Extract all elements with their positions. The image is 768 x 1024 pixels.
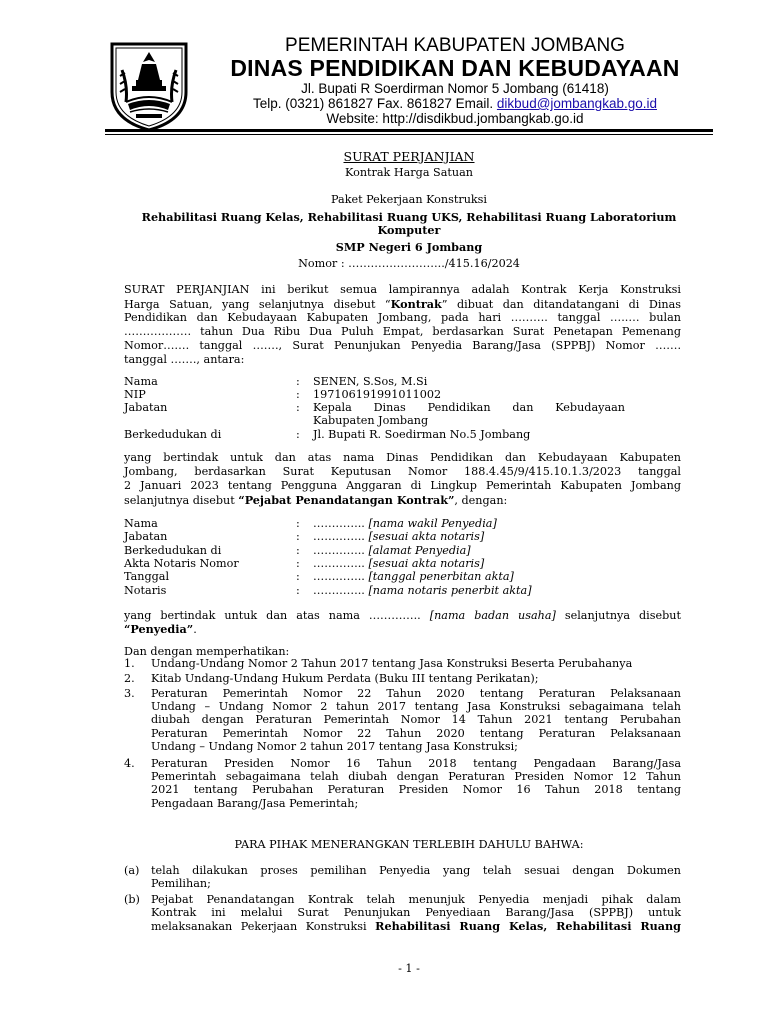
official-domicile-value: Jl. Bupati R. Soedirman No.5 Jombang: [313, 428, 531, 441]
colon: :: [296, 401, 300, 414]
clause-a-line: telah dilakukan proses pemilihan Penyedia yang telah sesuai dengan Dokumen: [151, 864, 681, 877]
clause-b-line: [151, 919, 681, 935]
colon: :: [296, 543, 300, 557]
official-position-value-cont: Kabupaten Jombang: [313, 414, 429, 427]
provider-field-hint: [nama notaris penerbit akta]: [368, 583, 532, 597]
term-penyedia: “Penyedia”: [124, 622, 194, 636]
clause-b-text: melaksanakan Pekerjaan Konstruksi: [151, 920, 376, 933]
colon: :: [296, 583, 300, 597]
considering-item-number: 2.: [124, 672, 135, 685]
considering-item-line: Undang-Undang Nomor 2 Tahun 2017 tentang Jasa Konstruksi Beserta Perubahanya: [151, 657, 633, 670]
provider-field-hint: [tanggal penerbitan akta]: [368, 570, 514, 584]
project-name-line2: Komputer: [377, 223, 441, 237]
considering-item-number: 1.: [124, 657, 135, 670]
considering-item-line: Pemerintah sebagaimana telah diubah dengan Peraturan Presiden Nomor 12 Tahun: [151, 770, 681, 784]
considering-intro: Dan dengan memperhatikan:: [124, 645, 290, 658]
intro-line: Nomor……. tanggal ……., Surat Penunjukan Penyedia Barang/Jasa (SPPBJ) Nomor …….: [124, 339, 681, 352]
office-address: Jl. Bupati R Soerdirman Nomor 5 Jombang (61418): [301, 81, 609, 96]
provider-field-label: Tanggal: [124, 570, 170, 584]
intro-line: SURAT PERJANJIAN ini berikut semua lampirannya adalah Kontrak Kerja Konstruksi: [124, 283, 681, 296]
provider-field-hint: [sesuai akta notaris]: [368, 556, 485, 570]
provider-acting-line: [124, 609, 681, 624]
package-label: Paket Pekerjaan Konstruksi: [331, 193, 487, 206]
official-nip-label: NIP: [124, 388, 146, 401]
considering-item-line: 2021 tentang Perubahan Peraturan Presiden Nomor 16 Tahun 2018 tentang: [151, 783, 681, 797]
colon: :: [296, 375, 300, 388]
official-name-value: SENEN, S.Sos, M.Si: [313, 375, 428, 388]
official-name-label: Nama: [124, 375, 158, 388]
page-number: - 1 -: [398, 962, 420, 975]
clause-b-label: (b): [124, 893, 140, 906]
acting-text: selanjutnya disebut: [124, 494, 239, 507]
document-title: SURAT PERJANJIAN: [343, 149, 475, 164]
provider-field-dots: …………..: [313, 570, 365, 584]
considering-item-number: 4.: [124, 757, 135, 770]
website-line: Website: http://disdikbud.jombangkab.go.id: [326, 111, 584, 126]
project-name-line1: Rehabilitasi Ruang Kelas, Rehabilitasi Ruang UKS, Rehabilitasi Ruang Laboratorium: [141, 210, 677, 224]
colon: :: [296, 517, 300, 530]
considering-item-line: Pengadaan Barang/Jasa Pemerintah;: [151, 796, 359, 810]
considering-item-line: Undang – Undang Nomor 2 tahun 2017 tentang Jasa Konstruksi;: [151, 739, 518, 753]
official-nip-value: 197106191991011002: [313, 388, 442, 401]
colon: :: [296, 530, 300, 544]
acting-line: [124, 493, 681, 509]
jombang-regency-emblem-icon: [106, 40, 192, 132]
intro-line: Pendidikan dan Kebudayaan Kabupaten Jombang, pada hari ………. tanggal …..… bulan: [124, 311, 681, 324]
intro-line: tanggal ……., antara:: [124, 353, 245, 366]
provider-acting-line: [124, 622, 197, 638]
government-name: PEMERINTAH KABUPATEN JOMBANG: [285, 35, 625, 56]
term-pejabat: “Pejabat Penandatangan Kontrak”: [238, 493, 455, 507]
provider-field-dots: …………..: [313, 517, 365, 530]
provider-acting-text: selanjutnya disebut: [555, 609, 681, 622]
provider-field-hint: [sesuai akta notaris]: [368, 530, 485, 544]
school-name: SMP Negeri 6 Jombang: [335, 240, 483, 254]
clause-a-line: Pemilihan;: [151, 877, 211, 890]
considering-item-line: Peraturan Presiden Nomor 16 Tahun 2018 tentang Pengadaan Barang/Jasa: [151, 757, 681, 770]
clause-b-line: Kontrak ini melalui Surat Penunjukan Penyediaan Barang/Jasa (SPPBJ) untuk: [151, 906, 681, 919]
considering-item-line: Kitab Undang-Undang Hukum Perdata (Buku III tentang Perikatan);: [151, 672, 539, 685]
provider-field-dots: …………..: [313, 530, 365, 544]
term-kontrak: Kontrak: [390, 297, 442, 311]
contact-phone-fax: Telp. (0321) 861827 Fax. 861827 Email.: [253, 96, 497, 111]
considering-item-number: 3.: [124, 687, 135, 700]
provider-field-label: Jabatan: [124, 530, 168, 544]
colon: :: [296, 570, 300, 584]
contract-number: Nomor : ……………………../415.16/2024: [298, 257, 520, 270]
provider-field-label: Notaris: [124, 583, 167, 597]
provider-field-label: Berkedudukan di: [124, 543, 222, 557]
provider-acting-text: .: [193, 623, 197, 636]
colon: :: [296, 556, 300, 570]
acting-line: Jombang, berdasarkan Surat Keputusan Nomor 188.4.45/9/415.10.1.3/2023 tanggal: [124, 465, 681, 478]
provider-acting-text: yang bertindak untuk dan atas nama …………..: [124, 609, 430, 622]
acting-line: 2 Januari 2023 tentang Pengguna Anggaran di Lingkup Pemerintah Kabupaten Jombang: [124, 479, 681, 492]
considering-item-line: Undang – Undang Nomor 2 tahun 2017 tentang Jasa Konstruksi sebagaimana telah: [151, 700, 681, 714]
provider-field-dots: …………..: [313, 543, 365, 557]
intro-text: ” dibuat dan ditandatangani di Dinas: [441, 298, 682, 311]
clause-b-line: Pejabat Penandatangan Kontrak telah menunjuk Penyedia menjadi pihak dalam: [151, 893, 681, 906]
intro-line: ……………… tahun Dua Ribu Dua Puluh Empat, berdasarkan Surat Penetapan Pemenang: [124, 325, 681, 338]
official-position-value: Kepala Dinas Pendidikan dan Kebudayaan: [313, 401, 625, 414]
intro-text: Harga Satuan, yang selanjutnya disebut “: [124, 298, 391, 311]
official-domicile-label: Berkedudukan di: [124, 428, 222, 441]
department-name: DINAS PENDIDIKAN DAN KEBUDAYAAN: [230, 55, 680, 81]
clause-a-label: (a): [124, 864, 140, 877]
considering-item-line: Peraturan Pemerintah Nomor 22 Tahun 2020 tentang Peraturan Pelaksanaan: [151, 687, 681, 700]
considering-item-line: diubah dengan Peraturan Pemerintah Nomor 14 Tahun 2021 tentang Perubahan: [151, 713, 681, 727]
provider-field-hint: [alamat Penyedia]: [368, 543, 471, 557]
considering-item-line: Peraturan Pemerintah Nomor 22 Tahun 2020 tentang Peraturan Pelaksanaan: [151, 726, 681, 740]
official-position-label: Jabatan: [124, 401, 168, 414]
provider-field-hint: [nama wakil Penyedia]: [368, 517, 497, 530]
letterhead: [0, 0, 768, 140]
letterhead-divider-thick: [105, 129, 713, 132]
acting-line: yang bertindak untuk dan atas nama Dinas Pendidikan dan Kebudayaan Kabupaten: [124, 451, 681, 464]
provider-field-dots: …………..: [313, 556, 365, 570]
provider-acting-hint: [nama badan usaha]: [429, 609, 556, 622]
provider-field-label: Nama: [124, 517, 158, 530]
colon: :: [296, 428, 300, 441]
provider-field-value: [313, 584, 532, 599]
provider-field-dots: …………..: [313, 583, 365, 597]
provider-field-label: Akta Notaris Nomor: [124, 556, 239, 570]
parties-heading: PARA PIHAK MENERANGKAN TERLEBIH DAHULU BAHWA:: [234, 838, 584, 851]
colon: :: [296, 388, 300, 401]
letterhead-divider-thin: [105, 134, 713, 135]
acting-text: , dengan:: [454, 494, 508, 507]
contact-line: [200, 96, 710, 111]
email-link[interactable]: dikbud@jombangkab.go.id: [496, 96, 657, 111]
clause-b-project: Rehabilitasi Ruang Kelas, Rehabilitasi Ruang: [375, 919, 681, 933]
document-subtitle: Kontrak Harga Satuan: [345, 166, 473, 179]
